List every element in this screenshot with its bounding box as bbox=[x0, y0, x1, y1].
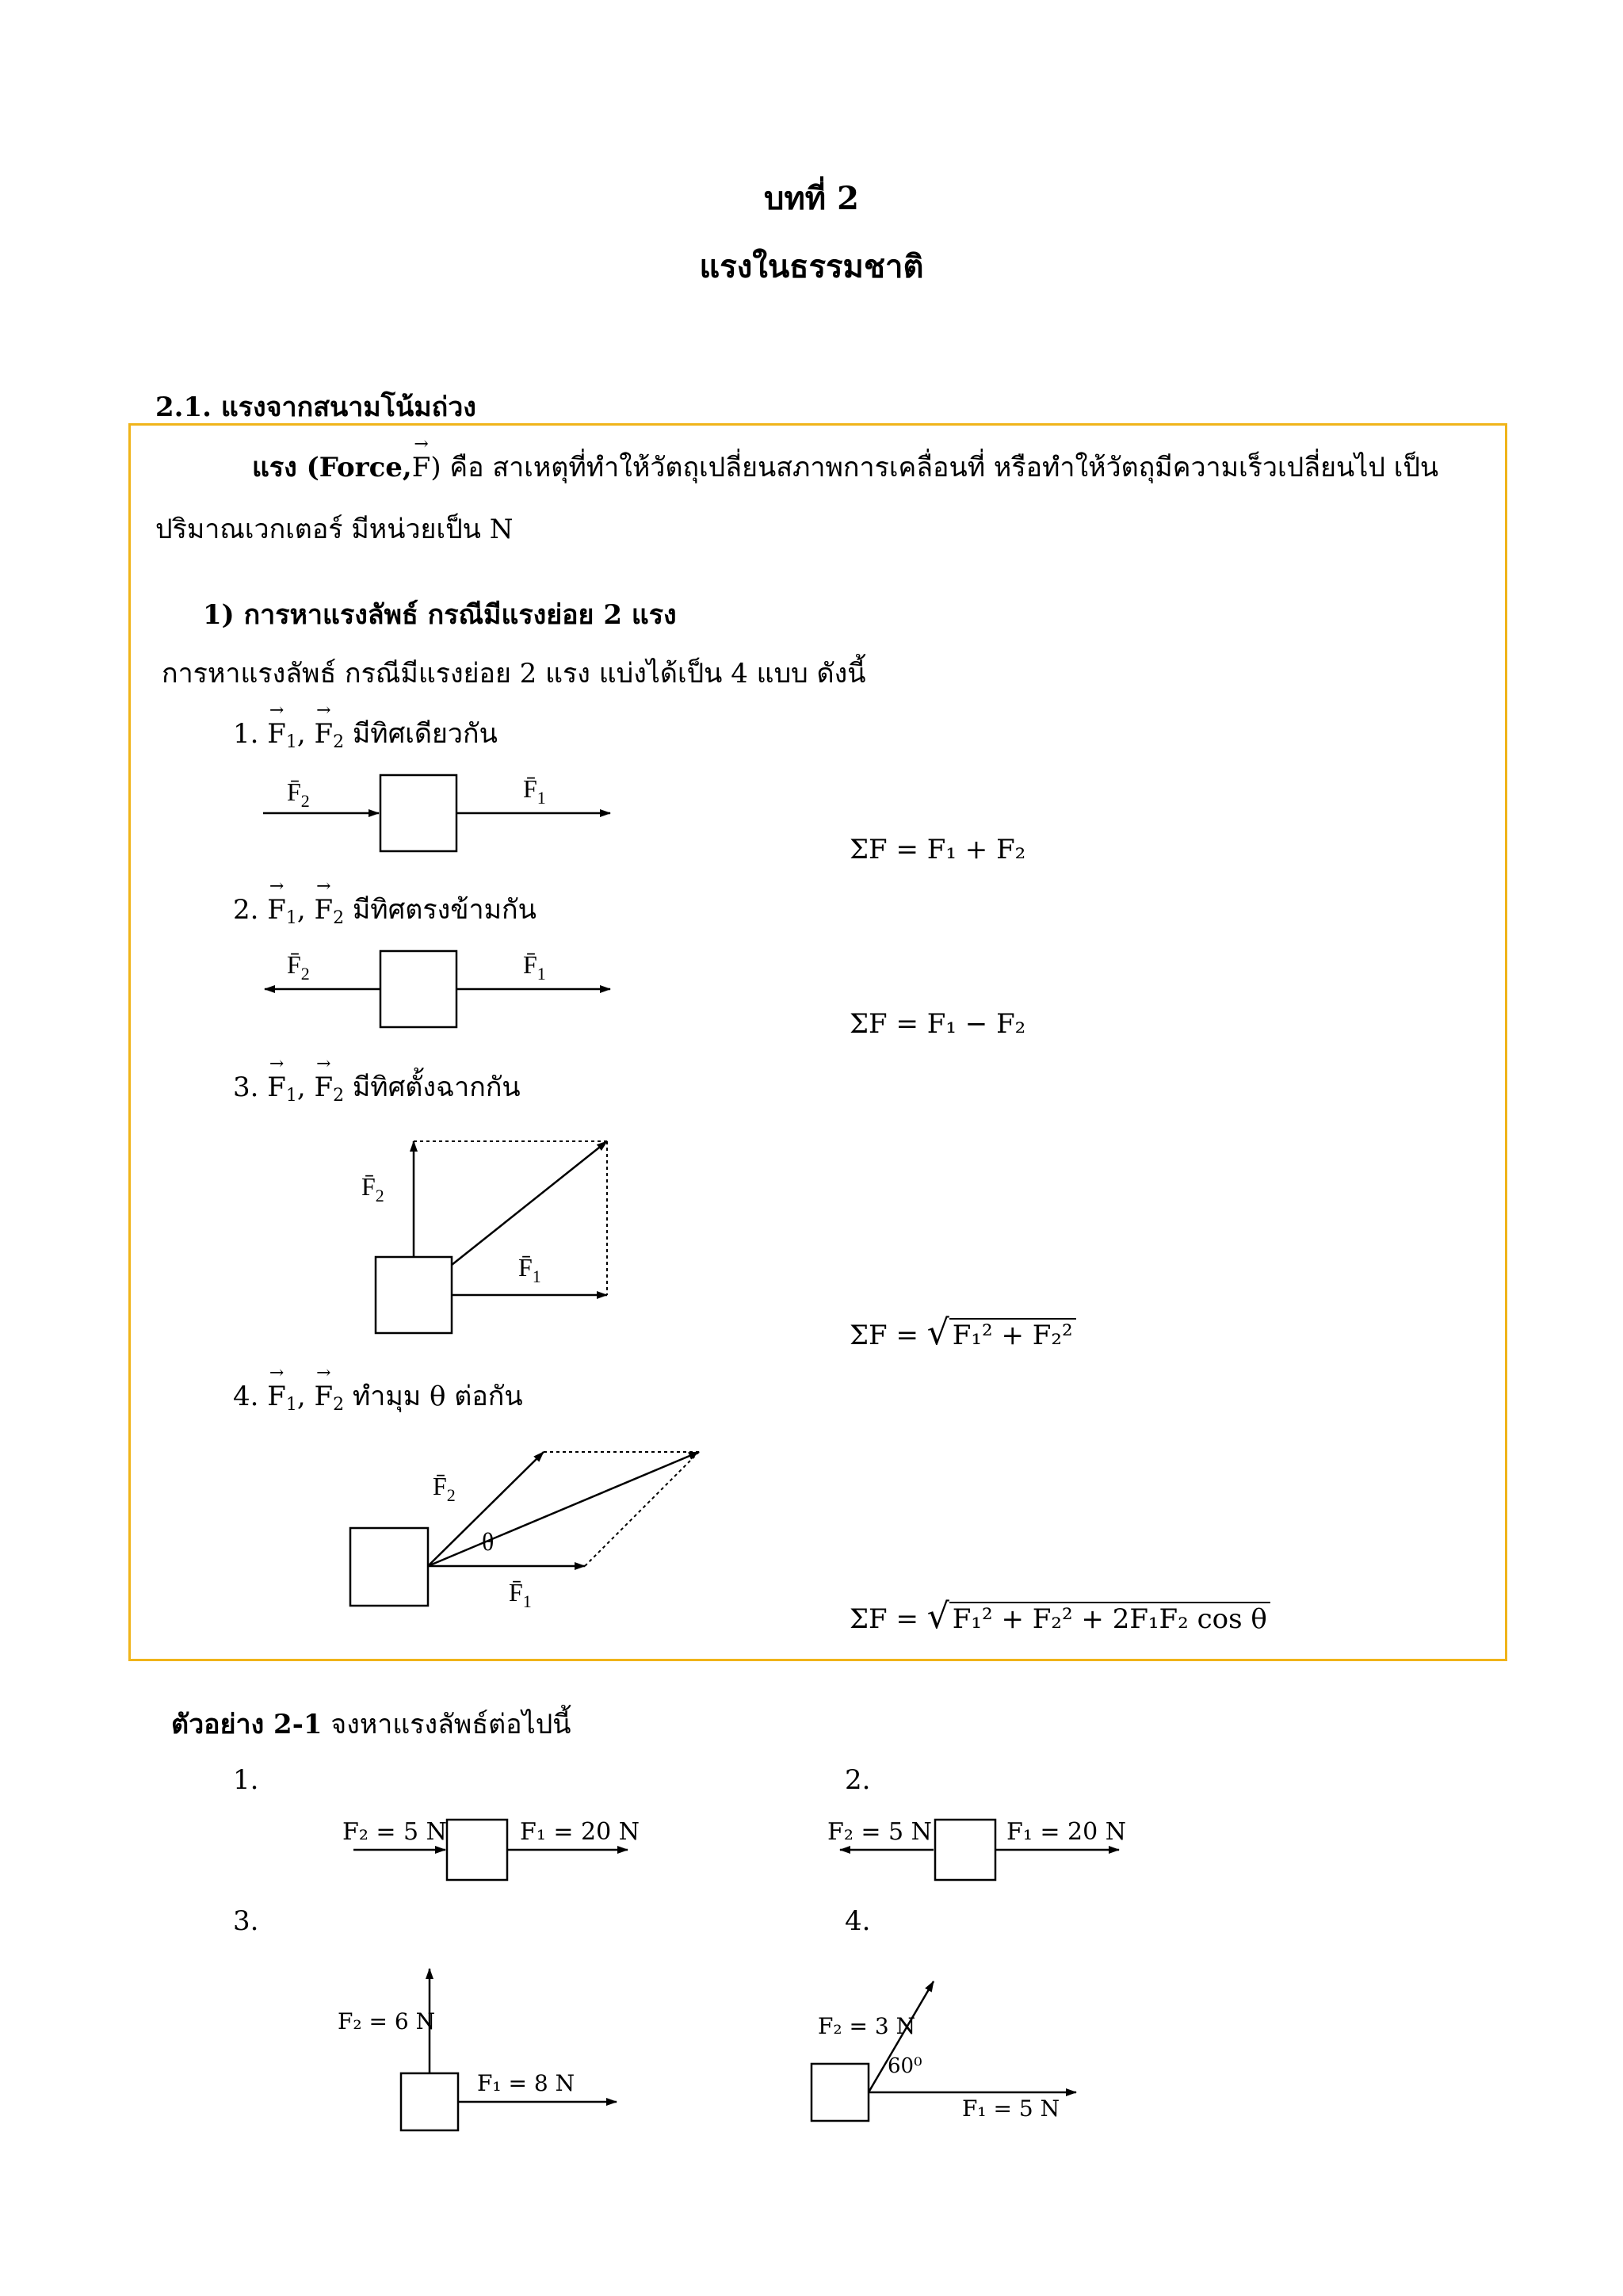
eq-case-3: F₁² + F₂² bbox=[949, 1318, 1076, 1351]
sigma-f: ΣF = bbox=[850, 1603, 918, 1635]
force-symbol: → F bbox=[412, 452, 431, 483]
block bbox=[447, 1820, 507, 1880]
subsection-heading: 1) การหาแรงลัพธ์ กรณีมีแรงย่อย 2 แรง bbox=[203, 599, 677, 631]
example-label: ตัวอย่าง 2-1 bbox=[171, 1709, 323, 1740]
sigma-f: ΣF = bbox=[850, 834, 918, 865]
example-4-diagram bbox=[812, 1981, 1076, 2121]
example-3-diagram bbox=[401, 1969, 617, 2130]
case-3-desc: มีทิศตั้งฉากกัน bbox=[352, 1072, 521, 1103]
case-1-number: 1. bbox=[233, 718, 259, 750]
example-3-f2-label: F₂ = 6 N bbox=[338, 2008, 436, 2034]
example-4-f1-label: F₁ = 5 N bbox=[962, 2095, 1060, 2122]
eq-case-4: F₁² + F₂² + 2F₁F₂ cos θ bbox=[949, 1602, 1270, 1635]
force-term-close: ) bbox=[430, 452, 441, 483]
intro-definition: คือ สาเหตุที่ทำให้วัตถุเปลี่ยนสภาพการเคลื่อนที่ หรือทำให้วัตถุมีความเร็วเปลี่ยนไป เป็น bbox=[449, 452, 1439, 483]
sep: , bbox=[296, 1381, 306, 1412]
example-3-f1-label: F₁ = 8 N bbox=[477, 2070, 575, 2096]
example-2-f1-label: F₁ = 20 N bbox=[1006, 1818, 1127, 1846]
example-instruction: จงหาแรงลัพธ์ต่อไปนี้ bbox=[330, 1709, 571, 1740]
vec-f2: → F bbox=[314, 718, 333, 750]
block bbox=[812, 2064, 869, 2121]
subsection-lead: การหาแรงลัพธ์ กรณีมีแรงย่อย 2 แรง แบ่งได้เป็น 4 แบบ ดังนี้ bbox=[162, 658, 866, 690]
sub-2: 2 bbox=[333, 1086, 345, 1106]
case-2-desc: มีทิศตรงข้ามกัน bbox=[352, 894, 537, 926]
sub-1: 1 bbox=[285, 1086, 297, 1106]
label-f1: $F̄_1$ bbox=[518, 1253, 541, 1286]
label-f1: $F̄_1$ bbox=[523, 774, 546, 808]
block bbox=[935, 1820, 995, 1880]
vec-f1: → F bbox=[267, 1072, 286, 1103]
label-f2: $F̄_2$ bbox=[433, 1472, 456, 1505]
sqrt-sign: √ bbox=[926, 1312, 949, 1353]
label-f1: $F̄_1$ bbox=[523, 950, 546, 984]
example-1-diagram bbox=[353, 1820, 628, 1880]
case-3-number: 3. bbox=[233, 1072, 259, 1103]
example-2-f2-label: F₂ = 5 N bbox=[827, 1818, 932, 1846]
example-1-number: 1. bbox=[233, 1764, 259, 1796]
example-3-number: 3. bbox=[233, 1905, 259, 1937]
section-heading: 2.1. แรงจากสนามโน้มถ่วง bbox=[155, 392, 476, 423]
case-4-number: 4. bbox=[233, 1381, 259, 1412]
example-1-f2-label: F₂ = 5 N bbox=[342, 1818, 447, 1846]
intro-line-2: ปริมาณเวกเตอร์ มีหน่วยเป็น N bbox=[155, 514, 514, 545]
case-2-number: 2. bbox=[233, 894, 259, 926]
sub-2: 2 bbox=[333, 1395, 345, 1415]
block bbox=[401, 2073, 458, 2130]
eq-case-1: F₁ + F₂ bbox=[926, 834, 1026, 865]
sub-1: 1 bbox=[285, 732, 297, 752]
sub-1: 1 bbox=[285, 1395, 297, 1415]
sub-1: 1 bbox=[285, 908, 297, 928]
label-f2: $F̄_2$ bbox=[287, 950, 310, 984]
sep: , bbox=[296, 718, 306, 750]
example-2-number: 2. bbox=[845, 1764, 871, 1796]
sep: , bbox=[296, 1072, 306, 1103]
label-f2: $F̄_2$ bbox=[287, 777, 310, 811]
f2-arrow bbox=[869, 1981, 934, 2092]
vec-f2: → F bbox=[314, 1381, 333, 1412]
chapter-number: บทที่ 2 bbox=[764, 180, 859, 217]
vec-f2: → F bbox=[314, 894, 333, 926]
sep: , bbox=[296, 894, 306, 926]
example-2-diagram bbox=[840, 1820, 1119, 1880]
force-term: แรง (Force, bbox=[252, 452, 412, 483]
case-1-desc: มีทิศเดียวกัน bbox=[352, 718, 498, 750]
case-4-desc: ทำมุม θ ต่อกัน bbox=[352, 1381, 523, 1412]
label-f2: $F̄_2$ bbox=[361, 1172, 384, 1205]
example-4-number: 4. bbox=[845, 1905, 871, 1937]
example-4-angle-label: 60⁰ bbox=[888, 2054, 922, 2078]
label-theta: θ bbox=[482, 1527, 495, 1556]
vec-f1: → F bbox=[267, 894, 286, 926]
sqrt-sign: √ bbox=[926, 1596, 949, 1637]
sub-2: 2 bbox=[333, 732, 345, 752]
eq-case-2: F₁ − F₂ bbox=[926, 1008, 1026, 1040]
sigma-f: ΣF = bbox=[850, 1320, 918, 1351]
example-1-f1-label: F₁ = 20 N bbox=[520, 1818, 640, 1846]
vec-f1: → F bbox=[267, 1381, 286, 1412]
vec-f1: → F bbox=[267, 718, 286, 750]
sigma-f: ΣF = bbox=[850, 1008, 918, 1040]
sub-2: 2 bbox=[333, 908, 345, 928]
label-f1: $F̄_1$ bbox=[509, 1578, 532, 1611]
chapter-title: แรงในธรรมชาติ bbox=[699, 248, 924, 285]
example-4-f2-label: F₂ = 3 N bbox=[818, 2013, 916, 2039]
vec-f2: → F bbox=[314, 1072, 333, 1103]
